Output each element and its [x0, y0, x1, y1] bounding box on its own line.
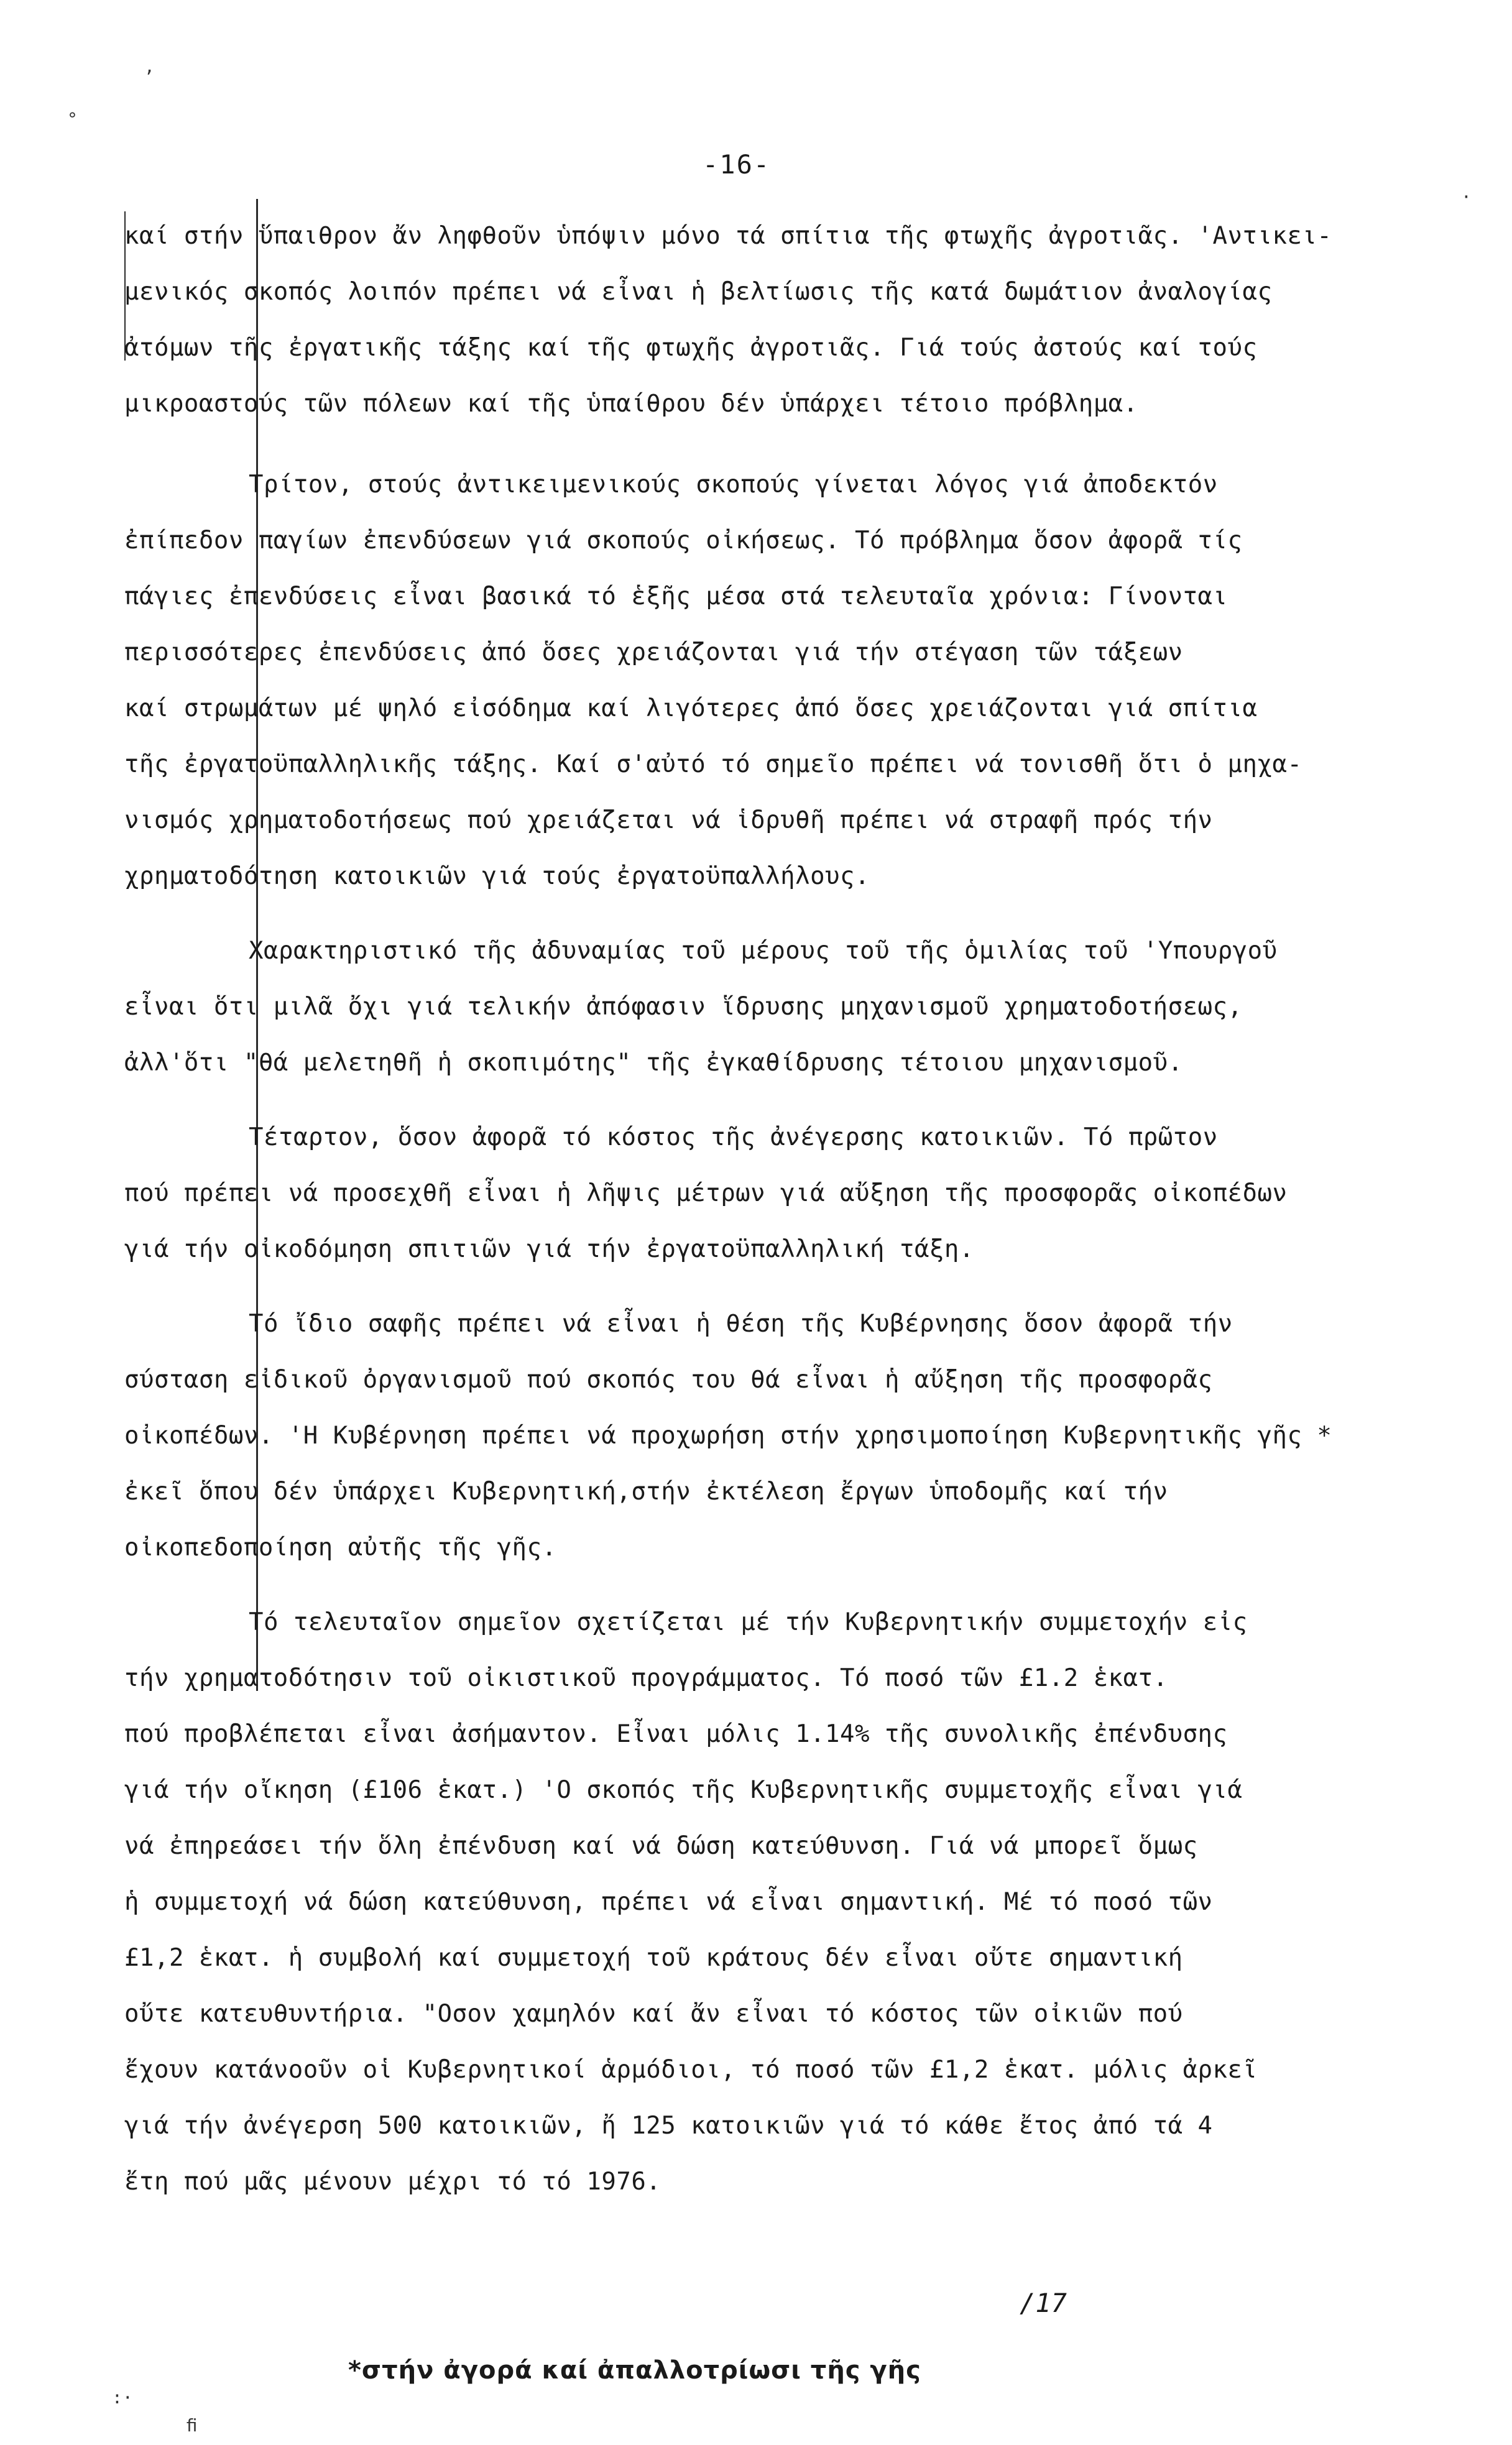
text-line: τῆς ἐργατοϋπαλληλικῆς τάξης. Καί σ'αὐτό τό σημεῖο πρέπει νά τονισθῆ ὅτι ὁ μηχα-	[124, 750, 1302, 778]
text-line: καί στρωμάτων μέ ψηλό εἰσόδημα καί λιγότερες ἀπό ὅσες χρειάζονται γιά σπίτια	[124, 694, 1258, 722]
text-line: Τό τελευταῖον σημεῖον σχετίζεται μέ τήν Κυβερνητικήν συμμετοχήν εἰς	[249, 1608, 1248, 1636]
text-line: Τό ἴδιο σαφῆς πρέπει νά εἶναι ἡ θέση τῆς Κυβέρνησης ὅσον ἀφορᾶ τήν	[249, 1310, 1233, 1338]
speck: ,	[144, 56, 155, 76]
text-line: οἰκοπεδοποίηση αὐτῆς τῆς γῆς.	[124, 1534, 557, 1562]
speck: ·	[1461, 186, 1472, 207]
text-line: ἐκεῖ ὅπου δέν ὑπάρχει Κυβερνητική,στήν ἐκτέλεση ἔργων ὑποδομῆς καί τήν	[124, 1478, 1168, 1506]
text-line: περισσότερες ἐπενδύσεις ἀπό ὅσες χρειάζονται γιά τήν στέγαση τῶν τάξεων	[124, 638, 1183, 666]
text-line: γιά τήν ἀνέγερση 500 κατοικιῶν, ἤ 125 κατοικιῶν γιά τό κάθε ἔτος ἀπό τά 4	[124, 2112, 1213, 2140]
text-line: ἔτη πού μᾶς μένουν μέχρι τό τό 1976.	[124, 2168, 662, 2196]
text-line: ἀλλ'ὅτι "θά μελετηθῆ ἡ σκοπιμότης" τῆς ἐγκαθίδρυσης τέτοιου μηχανισμοῦ.	[124, 1049, 1183, 1077]
text-line: εἶναι ὅτι μιλᾶ ὄχι γιά τελικήν ἀπόφασιν ἵδρυσης μηχανισμοῦ χρηματοδοτήσεως,	[124, 993, 1243, 1021]
text-line: πού πρέπει νά προσεχθῆ εἶναι ἡ λῆψις μέτρων γιά αὔξηση τῆς προσφορᾶς οἰκοπέδων	[124, 1179, 1288, 1207]
text-line: Τέταρτον, ὅσον ἀφορᾶ τό κόστος τῆς ἀνέγερσης κατοικιῶν. Τό πρῶτον	[249, 1123, 1218, 1151]
text-line: ἡ συμμετοχή νά δώση κατεύθυνση, πρέπει νά εἶναι σημαντική. Μέ τό ποσό τῶν	[124, 1888, 1213, 1916]
text-line: Τρίτον, στούς ἀντικειμενικούς σκοπούς γίνεται λόγος γιά ἀποδεκτόν	[249, 471, 1218, 499]
text-line: οὔτε κατευθυντήρια. "Οσον χαμηλόν καί ἄν εἶναι τό κόστος τῶν οἰκιῶν πού	[124, 2000, 1183, 2028]
footnote: *στήν ἀγορά καί ἀπαλλοτρίωσι τῆς γῆς	[348, 2356, 921, 2385]
text-line: καί στήν ὕπαιθρον ἄν ληφθοῦν ὑπόψιν μόνο τά σπίτια τῆς φτωχῆς ἀγροτιᾶς. 'Αντικει-	[124, 222, 1332, 250]
speck: °	[67, 109, 78, 129]
text-line: τήν χρηματοδότησιν τοῦ οἰκιστικοῦ προγράμματος. Τό ποσό τῶν £1.2 ἑκατ.	[124, 1664, 1168, 1692]
text-line: οἰκοπέδων. 'Η Κυβέρνηση πρέπει νά προχωρήση στήν χρησιμοποίηση Κυβερνητικῆς γῆς *	[124, 1422, 1332, 1450]
next-page-marker: /17	[1020, 2288, 1067, 2318]
speck: :·	[112, 2387, 133, 2408]
speck: ﬁ	[187, 2415, 197, 2436]
text-line: ἀτόμων τῆς ἐργατικῆς τάξης καί τῆς φτωχῆς ἀγροτιᾶς. Γιά τούς ἀστούς καί τούς	[124, 334, 1258, 362]
text-line: ἐπίπεδον παγίων ἐπενδύσεων γιά σκοπούς οἰκήσεως. Τό πρόβλημα ὅσον ἀφορᾶ τίς	[124, 527, 1243, 555]
text-line: γιά τήν οἴκηση (£106 ἑκατ.) 'Ο σκοπός τῆς Κυβερνητικῆς συμμετοχῆς εἶναι γιά	[124, 1776, 1243, 1804]
text-line: μικροαστούς τῶν πόλεων καί τῆς ὑπαίθρου δέν ὑπάρχει τέτοιο πρόβλημα.	[124, 390, 1138, 418]
text-line: £1,2 ἑκατ. ἡ συμβολή καί συμμετοχή τοῦ κράτους δέν εἶναι οὔτε σημαντική	[124, 1944, 1183, 1972]
text-line: μενικός σκοπός λοιπόν πρέπει νά εἶναι ἡ βελτίωσις τῆς κατά δωμάτιον ἀναλογίας	[124, 278, 1273, 306]
text-line: σύσταση εἰδικοῦ ὀργανισμοῦ πού σκοπός του θά εἶναι ἡ αὔξηση τῆς προσφορᾶς	[124, 1366, 1213, 1394]
text-line: πού προβλέπεται εἶναι ἀσήμαντον. Εἶναι μόλις 1.14% τῆς συνολικῆς ἐπένδυσης	[124, 1720, 1228, 1748]
text-line: νισμός χρηματοδοτήσεως πού χρειάζεται νά ἱδρυθῆ πρέπει νά στραφῆ πρός τήν	[124, 806, 1213, 834]
page-number: -16-	[703, 149, 771, 180]
text-line: γιά τήν οἰκοδόμηση σπιτιῶν γιά τήν ἐργατοϋπαλληλική τάξη.	[124, 1235, 974, 1263]
text-line: ἔχουν κατάνοοῦν οἱ Κυβερνητικοί ἁρμόδιοι, τό ποσό τῶν £1,2 ἑκατ. μόλις ἀρκεῖ	[124, 2056, 1258, 2084]
text-line: Χαρακτηριστικό τῆς ἀδυναμίας τοῦ μέρους τοῦ τῆς ὁμιλίας τοῦ 'Υπουργοῦ	[249, 937, 1278, 965]
text-line: χρηματοδότηση κατοικιῶν γιά τούς ἐργατοϋπαλλήλους.	[124, 862, 870, 890]
text-line: νά ἐπηρεάσει τήν ὅλη ἐπένδυση καί νά δώση κατεύθυνση. Γιά νά μπορεῖ ὅμως	[124, 1832, 1198, 1860]
text-line: πάγιες ἐπενδύσεις εἶναι βασικά τό ἑξῆς μέσα στά τελευταῖα χρόνια: Γίνονται	[124, 582, 1228, 610]
